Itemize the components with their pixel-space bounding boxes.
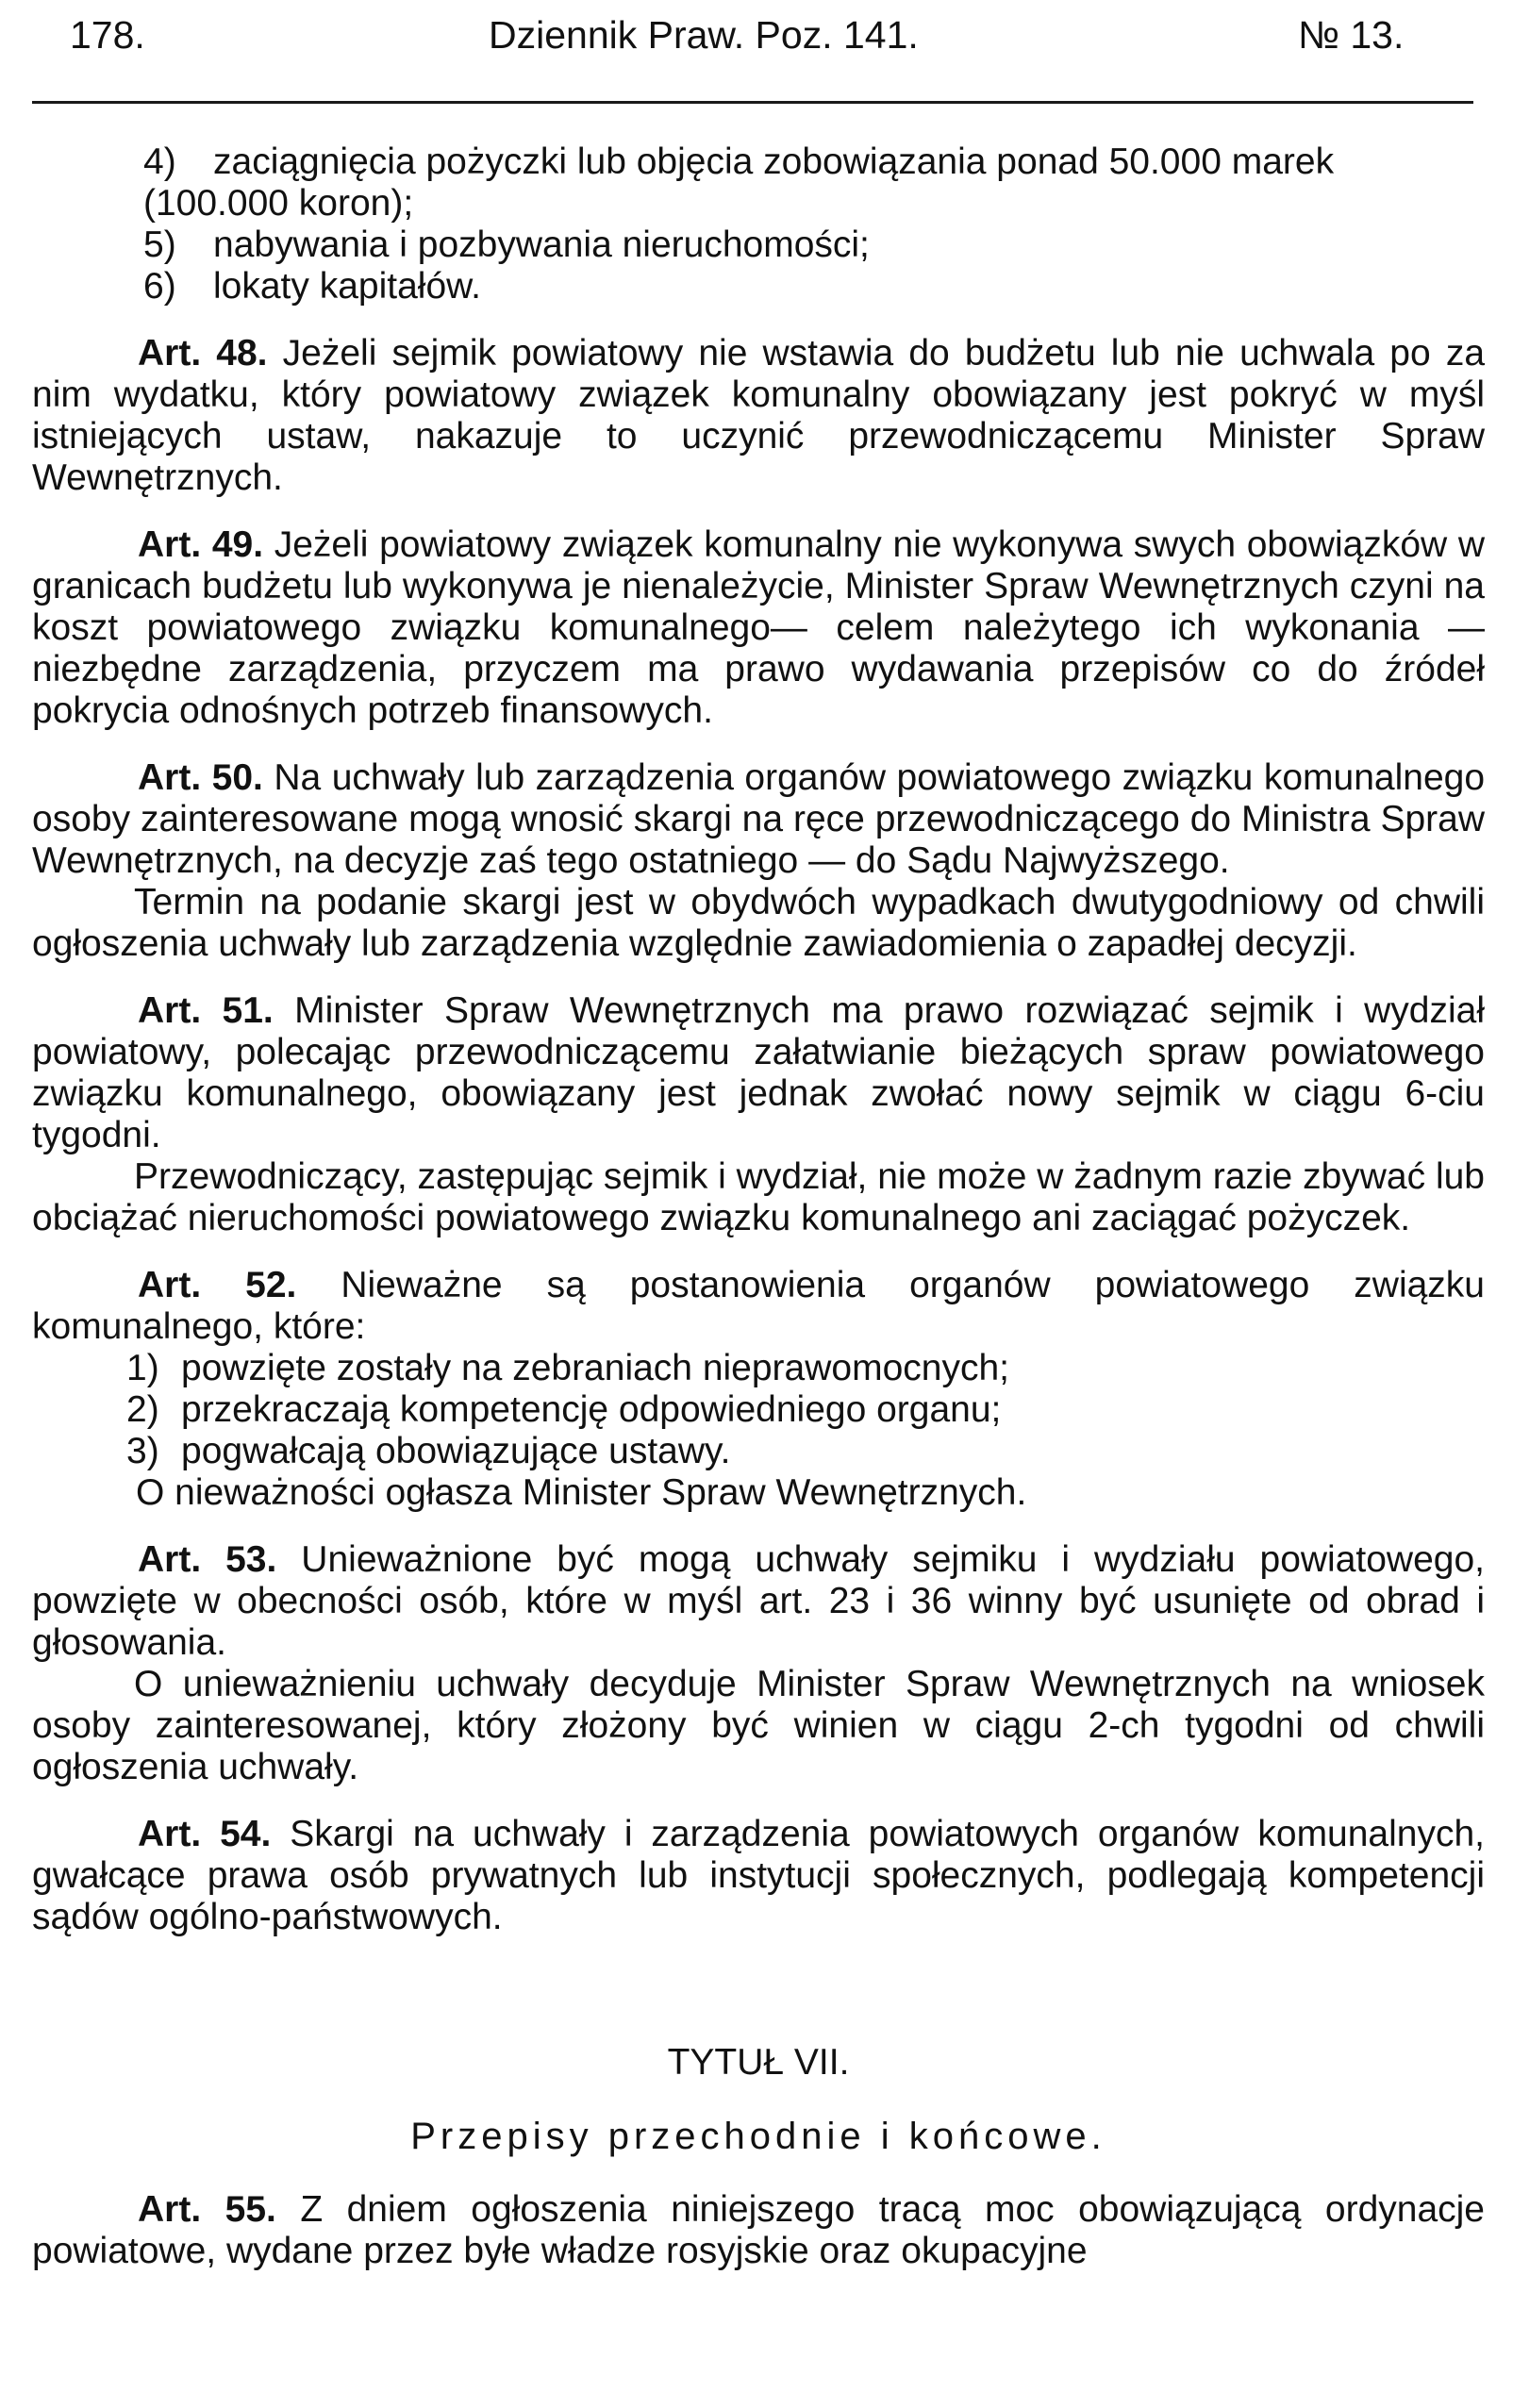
page-number: 178.	[70, 13, 145, 57]
article-text: Z dniem ogłoszenia niniejszego tracą moc obowiązującą ordynacje powiatowe, wydane przez byłe władze rosyjskie oraz okupacyjne	[32, 2189, 1485, 2271]
article-text: Jeżeli sejmik powiatowy nie wstawia do budżetu lub nie uchwala po za nim wydatku, który powiatowy związek komunalny obowiązany jest pokryć w myśl istniejących ustaw, nakazuje to uczynić przewodniczącemu Minister Spraw Wewnętrznych.	[32, 333, 1486, 498]
list-item: 4) zaciągnięcia pożyczki lub objęcia zobowiązania ponad 50.000 marek (100.000 koron);	[143, 141, 1335, 224]
article-label: Art. 55.	[138, 2189, 276, 2230]
article-label: Art. 49.	[138, 524, 264, 565]
article-paragraph: Przewodniczący, zastępując sejmik i wydział, nie może w żadnym razie zbywać lub obciążać nieruchomości powiatowego związku komunalnego ani zaciągać pożyczek.	[32, 1156, 1485, 1238]
issue-number: № 13.	[1298, 13, 1405, 57]
list-item: 2) przekraczają kompetencję odpowiedniego organu;	[126, 1389, 1002, 1430]
article-52	[32, 1265, 1485, 1348]
article-label: Art. 48.	[138, 333, 268, 374]
article-text: Jeżeli powiatowy związek komunalny nie wykonywa swych obowiązków w granicach budżetu lub wykonywa je nienależycie, Minister Spraw Wewnętrznych czyni na koszt powiatowego związku komunalnego— celem należytego ich wykonania — niezbędne zarządzenia, przyczem ma prawo wydawania przepisów co do źródeł pokrycia odnośnych potrzeb finansowych.	[32, 524, 1486, 731]
article-paragraph: Termin na podanie skargi jest w obydwóch wypadkach dwutygodniowy od chwili ogłoszenia uchwały lub zarządzenia względnie zawiadomienia o zapadłej decyzji.	[32, 882, 1485, 964]
section-title: TYTUŁ VII.	[667, 2042, 850, 2083]
article-label: Art. 54.	[138, 1814, 272, 1854]
list-item: 1) powzięte zostały na zebraniach nieprawomocnych;	[126, 1348, 1009, 1388]
list-item: 3) pogwałcają obowiązujące ustawy.	[126, 1431, 731, 1471]
article-50	[32, 757, 1485, 882]
page-header	[70, 13, 1466, 70]
article-text: Na uchwały lub zarządzenia organów powiatowego związku komunalnego osoby zainteresowane mogą wnosić skargi na ręce przewodniczącego do Ministra Spraw Wewnętrznych, na decyzje zaś tego ostatniego — do Sądu Najwyższego.	[32, 757, 1486, 881]
article-text: Nieważne są postanowienia organów powiatowego związku komunalnego, które:	[32, 1265, 1485, 1347]
list-item: 5) nabywania i pozbywania nieruchomości;	[143, 224, 870, 265]
article-54	[32, 1814, 1485, 1938]
article-48	[32, 333, 1485, 499]
article-49	[32, 524, 1485, 732]
article-label: Art. 50.	[138, 757, 263, 798]
section-subtitle: Przepisy przechodnie i końcowe.	[410, 2116, 1106, 2157]
article-55	[32, 2189, 1485, 2272]
document-body	[32, 141, 1485, 2272]
article-53	[32, 1539, 1485, 1664]
header-rule	[32, 101, 1473, 104]
list-item: 6) lokaty kapitałów.	[143, 266, 481, 307]
article-text: Unieważnione być mogą uchwały sejmiku i wydziału powiatowego, powzięte w obecności osób, które w myśl art. 23 i 36 winny być usunięte od obrad i głosowania.	[32, 1539, 1485, 1663]
article-closing: O nieważności ogłasza Minister Spraw Wewnętrznych.	[136, 1472, 1027, 1513]
article-paragraph: O unieważnieniu uchwały decyduje Minister Spraw Wewnętrznych na wniosek osoby zainteresowanej, który złożony być winien w ciągu 2-ch tygodni od chwili ogłoszenia uchwały.	[32, 1664, 1485, 1787]
article-text: Minister Spraw Wewnętrznych ma prawo rozwiązać sejmik i wydział powiatowy, polecając przewodniczącemu załatwianie bieżących spraw powiatowego związku komunalnego, obowiązany jest jednak zwołać nowy sejmik w ciągu 6-ciu tygodni.	[32, 990, 1485, 1155]
article-51	[32, 990, 1485, 1156]
article-label: Art. 51.	[138, 990, 274, 1031]
journal-title: Dziennik Praw. Poz. 141.	[489, 13, 919, 57]
article-text: Skargi na uchwały i zarządzenia powiatowych organów komunalnych, gwałcące prawa osób prywatnych lub instytucji społecznych, podlegają kompetencji sądów ogólno-państwowych.	[32, 1814, 1486, 1937]
article-label: Art. 52.	[138, 1265, 297, 1305]
article-label: Art. 53.	[138, 1539, 277, 1580]
